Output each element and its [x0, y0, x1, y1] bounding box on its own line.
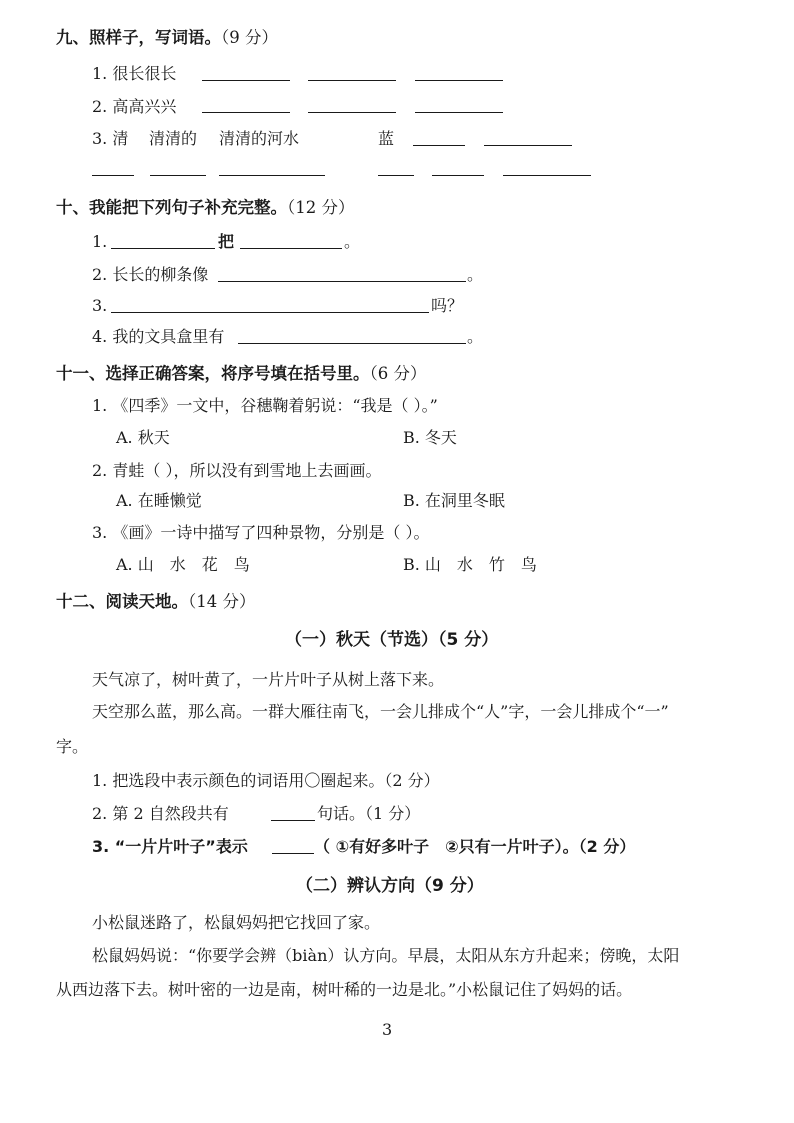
q11-q2: 2. 青蛙（ ），所以没有到雪地上去画画。: [92, 461, 382, 480]
q11-title: [56, 364, 427, 384]
q9-item1: 1. 很长很长: [92, 64, 177, 83]
passage1-para2-cont: 字。: [56, 737, 89, 756]
passage2-para1: 小松鼠迷路了，松鼠妈妈把它找回了家。: [92, 913, 381, 932]
answer-line[interactable]: [150, 175, 206, 176]
q10-title: [56, 198, 355, 218]
q9-title: [56, 28, 278, 48]
q9-item3-c: 清清的河水: [219, 129, 300, 148]
q10-s1-mid: 把: [218, 232, 235, 251]
q10-s3: 3.: [92, 296, 108, 315]
q12-r2-b: 句话。（1 分）: [317, 804, 421, 823]
q12-title: [56, 592, 256, 612]
q10-s1-end: 。: [344, 232, 361, 251]
answer-line[interactable]: [238, 343, 466, 344]
q10-s1-num: 1.: [92, 232, 108, 251]
q11-score: （6 分）: [369, 364, 427, 383]
q9-item3-d: 蓝: [378, 129, 395, 148]
answer-line[interactable]: [271, 820, 315, 821]
q10-score: （12 分）: [287, 198, 355, 217]
answer-line[interactable]: [202, 80, 290, 81]
answer-line[interactable]: [415, 112, 503, 113]
answer-line[interactable]: [272, 853, 314, 854]
page-number: 3: [382, 1020, 393, 1039]
q10-s2-end: 。: [467, 265, 484, 284]
answer-line[interactable]: [308, 80, 396, 81]
q11-title-text: 十一、选择正确答案，将序号填在括号里。: [56, 364, 370, 383]
passage1-para2: 天空那么蓝，那么高。一群大雁往南飞，一会儿排成个“人”字，一会儿排成个“一”: [92, 702, 669, 721]
answer-line[interactable]: [111, 312, 429, 313]
q11-q1-option-b[interactable]: B. 冬天: [403, 428, 457, 447]
q11-q3: 3. 《画》一诗中描写了四种景物，分别是（ ）。: [92, 523, 430, 542]
answer-line[interactable]: [415, 80, 503, 81]
q9-item3-b: 清清的: [149, 129, 198, 148]
q10-s3-end: 吗？: [431, 296, 464, 315]
passage2-para2-cont: 从西边落下去。树叶密的一边是南，树叶稀的一边是北。”小松鼠记住了妈妈的话。: [56, 980, 633, 999]
q12-r2-a: 2. 第 2 自然段共有: [92, 804, 229, 823]
q12-r1: 1. 把选段中表示颜色的词语用〇圈起来。（2 分）: [92, 771, 440, 790]
answer-line[interactable]: [92, 175, 134, 176]
q12-r3-a: 3. “一片片叶子”表示: [92, 837, 248, 856]
q10-s4-end: 。: [467, 327, 484, 346]
q9-title-text: 九、照样子，写词语。: [56, 28, 221, 47]
q12-score: （14 分）: [188, 592, 256, 611]
answer-line[interactable]: [240, 248, 342, 249]
q12-title-text: 十二、阅读天地。: [56, 592, 188, 611]
answer-line[interactable]: [378, 175, 414, 176]
q9-score: （9 分）: [221, 28, 278, 47]
q9-item3-a: 3. 清: [92, 129, 129, 148]
answer-line[interactable]: [503, 175, 591, 176]
q11-q2-option-b[interactable]: B. 在洞里冬眠: [403, 491, 505, 510]
answer-line[interactable]: [484, 145, 572, 146]
q11-q1-option-a[interactable]: A. 秋天: [116, 428, 170, 447]
answer-line[interactable]: [432, 175, 484, 176]
part2-title: （二）辨认方向（9 分）: [296, 876, 484, 896]
part1-title: （一）秋天（节选）（5 分）: [285, 630, 499, 650]
q9-item2: 2. 高高兴兴: [92, 97, 177, 116]
q10-s4: 4. 我的文具盒里有: [92, 327, 225, 346]
q11-q1: 1. 《四季》一文中，谷穗鞠着躬说：“我是（ ）。”: [92, 396, 438, 415]
passage2-para2: 松鼠妈妈说：“你要学会辨（biàn）认方向。早晨，太阳从东方升起来；傍晚，太阳: [92, 946, 680, 965]
answer-line[interactable]: [111, 248, 215, 249]
answer-line[interactable]: [413, 145, 465, 146]
answer-line[interactable]: [219, 175, 325, 176]
q11-q3-option-b[interactable]: B. 山 水 竹 鸟: [403, 555, 537, 574]
q10-s2: 2. 长长的柳条像: [92, 265, 209, 284]
answer-line[interactable]: [218, 281, 466, 282]
q12-r3-b: （ ①有好多叶子 ②只有一片叶子）。（2 分）: [314, 837, 636, 856]
answer-line[interactable]: [308, 112, 396, 113]
q11-q2-option-a[interactable]: A. 在睡懒觉: [116, 491, 202, 510]
q10-title-text: 十、我能把下列句子补充完整。: [56, 198, 287, 217]
passage1-para1: 天气凉了，树叶黄了，一片片叶子从树上落下来。: [92, 670, 445, 689]
q11-q3-option-a[interactable]: A. 山 水 花 鸟: [116, 555, 250, 574]
answer-line[interactable]: [202, 112, 290, 113]
